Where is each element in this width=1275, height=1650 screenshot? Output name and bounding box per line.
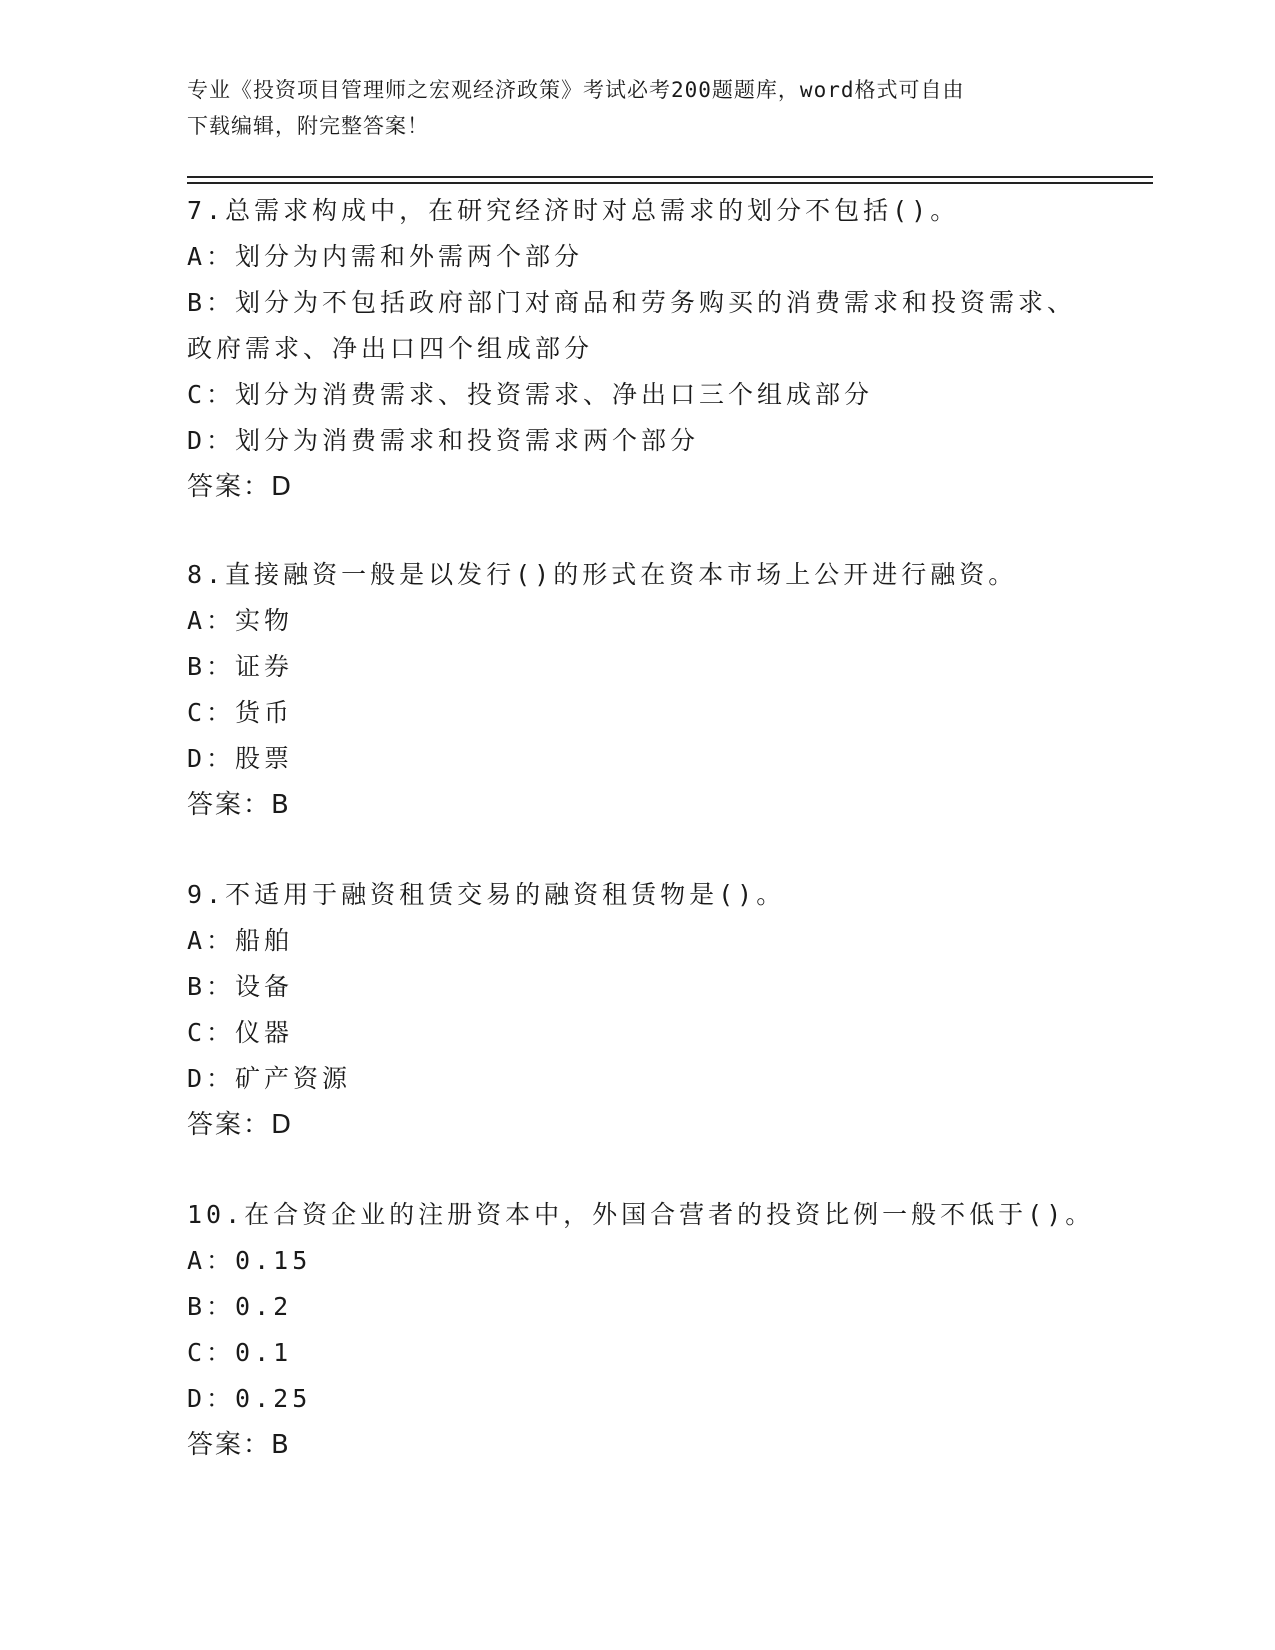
question-stem: 9.不适用于融资租赁交易的融资租赁物是()。 <box>187 880 786 909</box>
question-stem: 10.在合资企业的注册资本中，外国合营者的投资比例一般不低于()。 <box>187 1200 1095 1229</box>
question-7 <box>187 188 1087 510</box>
option-b: B：设备 <box>187 972 294 1001</box>
question-stem: 7.总需求构成中，在研究经济时对总需求的划分不包括()。 <box>187 196 960 225</box>
option-a: A：0.15 <box>187 1246 312 1275</box>
option-c: C：仪器 <box>187 1018 294 1047</box>
option-c: C：划分为消费需求、投资需求、净出口三个组成部分 <box>187 380 874 409</box>
option-b-continued: 政府需求、净出口四个组成部分 <box>187 334 594 363</box>
question-9 <box>187 872 1087 1148</box>
option-d: D：0.25 <box>187 1384 312 1413</box>
option-d: D：矿产资源 <box>187 1064 352 1093</box>
header-line-2: 下载编辑，附完整答案！ <box>187 114 429 138</box>
answer-label: 答案：B <box>187 790 291 820</box>
option-a: A：船舶 <box>187 926 294 955</box>
option-d: D：股票 <box>187 744 294 773</box>
option-b: B：划分为不包括政府部门对商品和劳务购买的消费需求和投资需求、 <box>187 288 1077 317</box>
answer-label: 答案：B <box>187 1430 291 1460</box>
option-a: A：实物 <box>187 606 294 635</box>
header-divider-bottom <box>187 182 1153 184</box>
option-a: A：划分为内需和外需两个部分 <box>187 242 584 271</box>
answer-label: 答案：D <box>187 1110 294 1140</box>
question-8 <box>187 552 1087 828</box>
header-line-1: 专业《投资项目管理师之宏观经济政策》考试必考200题题库，word格式可自由 <box>187 78 965 102</box>
option-b: B：0.2 <box>187 1292 293 1321</box>
header-divider-top <box>187 176 1153 178</box>
option-c: C：货币 <box>187 698 294 727</box>
question-stem: 8.直接融资一般是以发行()的形式在资本市场上公开进行融资。 <box>187 560 1018 589</box>
question-10 <box>187 1192 1095 1468</box>
document-header <box>187 72 1067 144</box>
option-c: C：0.1 <box>187 1338 293 1367</box>
option-d: D：划分为消费需求和投资需求两个部分 <box>187 426 700 455</box>
option-b: B：证券 <box>187 652 294 681</box>
answer-label: 答案：D <box>187 472 294 502</box>
